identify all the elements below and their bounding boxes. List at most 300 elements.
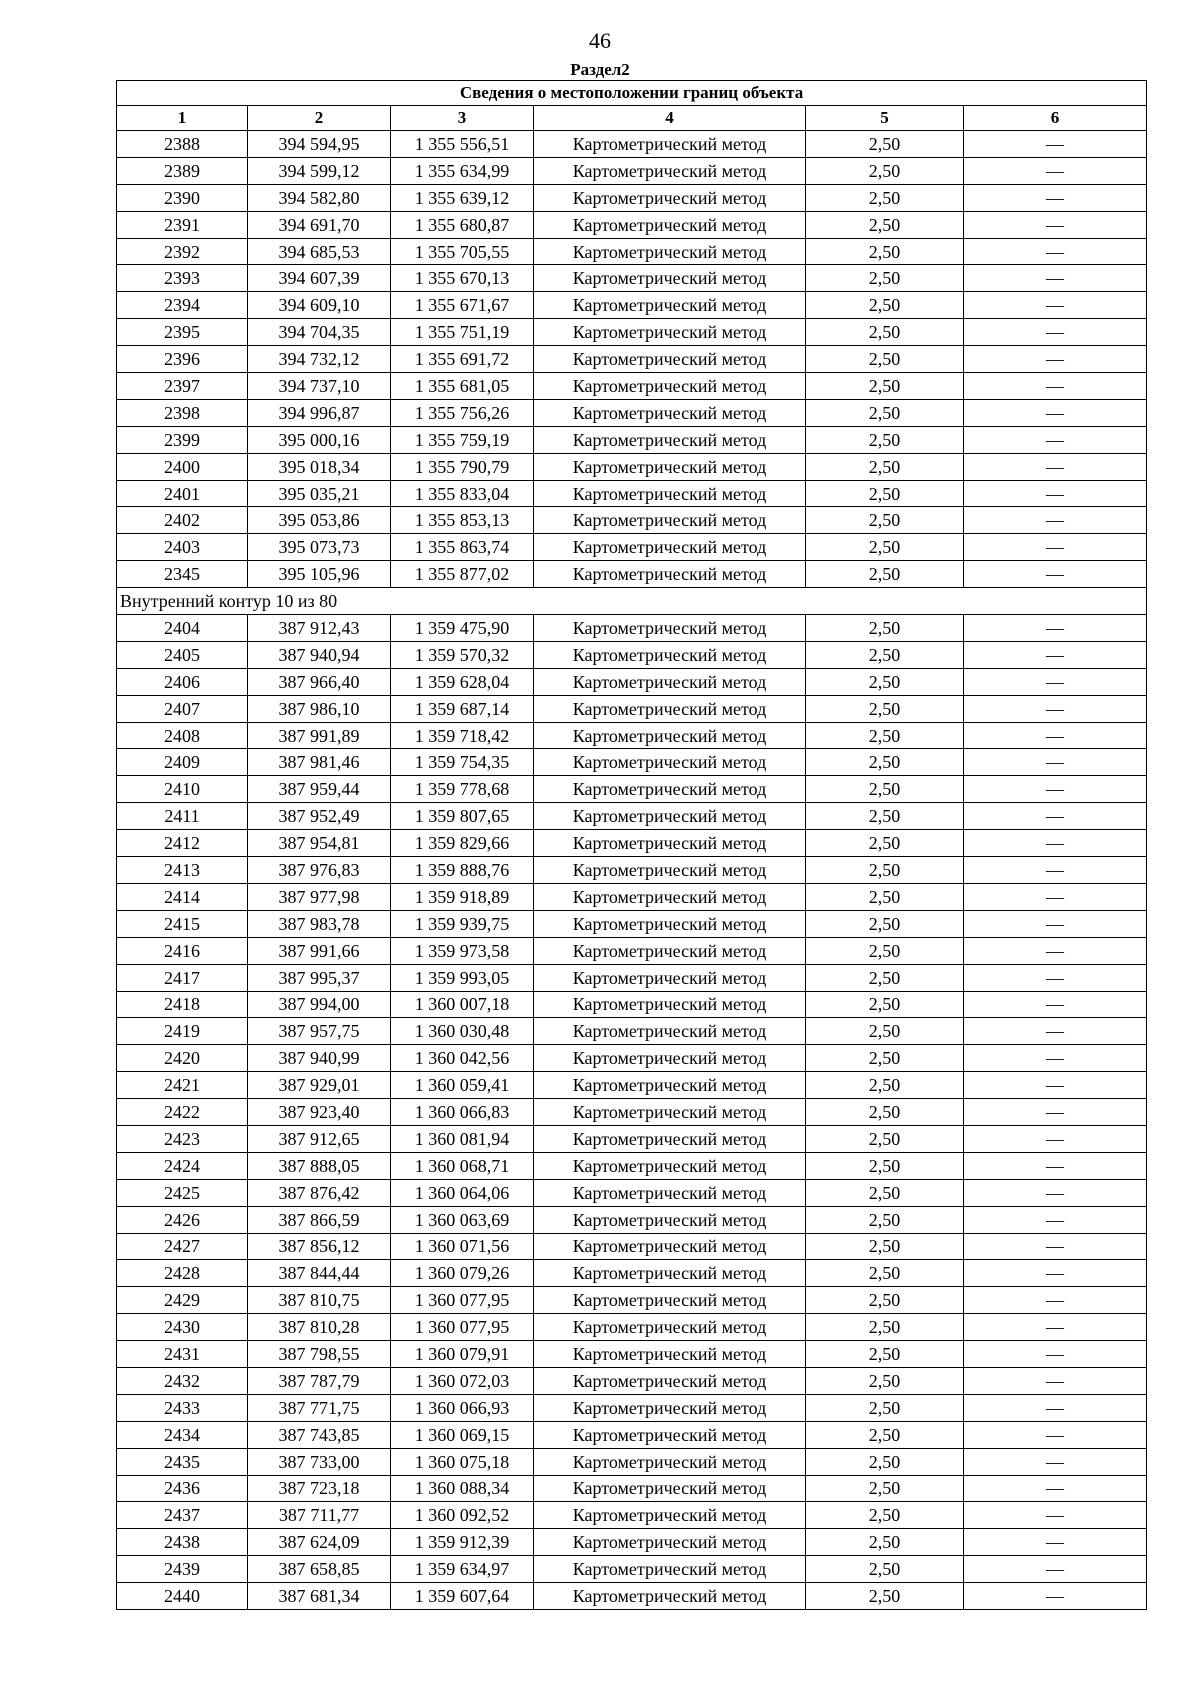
accuracy-cell: 2,50	[806, 776, 964, 803]
point-number-cell: 2427	[117, 1233, 248, 1260]
column-number-row	[117, 106, 1147, 131]
table-row	[117, 319, 1147, 346]
method-cell: Картометрический метод	[534, 1421, 806, 1448]
y-coordinate-cell: 1 355 853,13	[391, 507, 534, 534]
y-coordinate-cell: 1 360 077,95	[391, 1314, 534, 1341]
y-coordinate-cell: 1 360 042,56	[391, 1045, 534, 1072]
x-coordinate-cell: 387 940,99	[248, 1045, 391, 1072]
x-coordinate-cell: 387 787,79	[248, 1367, 391, 1394]
accuracy-cell: 2,50	[806, 803, 964, 830]
y-coordinate-cell: 1 359 918,89	[391, 883, 534, 910]
method-cell: Картометрический метод	[534, 1314, 806, 1341]
x-coordinate-cell: 387 771,75	[248, 1394, 391, 1421]
column-number: 4	[534, 106, 806, 131]
y-coordinate-cell: 1 355 691,72	[391, 346, 534, 373]
table-row	[117, 910, 1147, 937]
method-cell: Картометрический метод	[534, 211, 806, 238]
method-cell: Картометрический метод	[534, 1448, 806, 1475]
point-number-cell: 2409	[117, 749, 248, 776]
accuracy-cell: 2,50	[806, 507, 964, 534]
method-cell: Картометрический метод	[534, 1099, 806, 1126]
accuracy-cell: 2,50	[806, 453, 964, 480]
accuracy-cell: 2,50	[806, 668, 964, 695]
table-row	[117, 964, 1147, 991]
x-coordinate-cell: 387 929,01	[248, 1072, 391, 1099]
point-number-cell: 2396	[117, 346, 248, 373]
x-coordinate-cell: 387 711,77	[248, 1502, 391, 1529]
method-cell: Картометрический метод	[534, 157, 806, 184]
method-cell: Картометрический метод	[534, 1260, 806, 1287]
page-number: 46	[589, 28, 611, 53]
description-cell: —	[964, 426, 1147, 453]
point-number-cell: 2435	[117, 1448, 248, 1475]
x-coordinate-cell: 387 957,75	[248, 1018, 391, 1045]
method-cell: Картометрический метод	[534, 453, 806, 480]
table-row	[117, 857, 1147, 884]
table-row	[117, 453, 1147, 480]
table-row	[117, 1125, 1147, 1152]
accuracy-cell: 2,50	[806, 1045, 964, 1072]
accuracy-cell: 2,50	[806, 1502, 964, 1529]
description-cell: —	[964, 615, 1147, 642]
x-coordinate-cell: 387 991,66	[248, 937, 391, 964]
point-number-cell: 2403	[117, 534, 248, 561]
table-row	[117, 373, 1147, 400]
x-coordinate-cell: 387 976,83	[248, 857, 391, 884]
point-number-cell: 2393	[117, 265, 248, 292]
table-row	[117, 749, 1147, 776]
method-cell: Картометрический метод	[534, 1583, 806, 1610]
accuracy-cell: 2,50	[806, 131, 964, 158]
x-coordinate-cell: 387 844,44	[248, 1260, 391, 1287]
table-row	[117, 1206, 1147, 1233]
y-coordinate-cell: 1 359 570,32	[391, 641, 534, 668]
point-number-cell: 2422	[117, 1099, 248, 1126]
description-cell: —	[964, 695, 1147, 722]
y-coordinate-cell: 1 360 063,69	[391, 1206, 534, 1233]
table-row	[117, 1448, 1147, 1475]
point-number-cell: 2437	[117, 1502, 248, 1529]
point-number-cell: 2420	[117, 1045, 248, 1072]
column-number: 5	[806, 106, 964, 131]
y-coordinate-cell: 1 355 634,99	[391, 157, 534, 184]
method-cell: Картометрический метод	[534, 1287, 806, 1314]
accuracy-cell: 2,50	[806, 1125, 964, 1152]
method-cell: Картометрический метод	[534, 131, 806, 158]
y-coordinate-cell: 1 355 671,67	[391, 292, 534, 319]
column-number: 1	[117, 106, 248, 131]
y-coordinate-cell: 1 359 973,58	[391, 937, 534, 964]
method-cell: Картометрический метод	[534, 615, 806, 642]
table-row	[117, 1314, 1147, 1341]
description-cell: —	[964, 830, 1147, 857]
x-coordinate-cell: 387 723,18	[248, 1475, 391, 1502]
description-cell: —	[964, 480, 1147, 507]
point-number-cell: 2429	[117, 1287, 248, 1314]
table-row	[117, 265, 1147, 292]
point-number-cell: 2423	[117, 1125, 248, 1152]
x-coordinate-cell: 387 888,05	[248, 1152, 391, 1179]
y-coordinate-cell: 1 355 877,02	[391, 561, 534, 588]
point-number-cell: 2345	[117, 561, 248, 588]
description-cell: —	[964, 1233, 1147, 1260]
description-cell: —	[964, 1314, 1147, 1341]
method-cell: Картометрический метод	[534, 1529, 806, 1556]
description-cell: —	[964, 292, 1147, 319]
description-cell: —	[964, 1099, 1147, 1126]
y-coordinate-cell: 1 360 077,95	[391, 1287, 534, 1314]
point-number-cell: 2413	[117, 857, 248, 884]
y-coordinate-cell: 1 359 628,04	[391, 668, 534, 695]
x-coordinate-cell: 394 704,35	[248, 319, 391, 346]
x-coordinate-cell: 387 986,10	[248, 695, 391, 722]
y-coordinate-cell: 1 355 680,87	[391, 211, 534, 238]
description-cell: —	[964, 991, 1147, 1018]
y-coordinate-cell: 1 359 912,39	[391, 1529, 534, 1556]
description-cell: —	[964, 937, 1147, 964]
y-coordinate-cell: 1 355 863,74	[391, 534, 534, 561]
description-cell: —	[964, 1152, 1147, 1179]
table-row	[117, 803, 1147, 830]
point-number-cell: 2388	[117, 131, 248, 158]
x-coordinate-cell: 394 582,80	[248, 184, 391, 211]
point-number-cell: 2398	[117, 399, 248, 426]
point-number-cell: 2394	[117, 292, 248, 319]
method-cell: Картометрический метод	[534, 399, 806, 426]
y-coordinate-cell: 1 355 759,19	[391, 426, 534, 453]
point-number-cell: 2397	[117, 373, 248, 400]
y-coordinate-cell: 1 359 634,97	[391, 1556, 534, 1583]
method-cell: Картометрический метод	[534, 749, 806, 776]
accuracy-cell: 2,50	[806, 937, 964, 964]
table-row	[117, 1556, 1147, 1583]
table-row	[117, 1502, 1147, 1529]
section-title: Раздел2	[570, 60, 630, 79]
table-row	[117, 1179, 1147, 1206]
x-coordinate-cell: 387 743,85	[248, 1421, 391, 1448]
table-row	[117, 1367, 1147, 1394]
x-coordinate-cell: 387 912,43	[248, 615, 391, 642]
column-number: 2	[248, 106, 391, 131]
method-cell: Картометрический метод	[534, 1394, 806, 1421]
x-coordinate-cell: 394 685,53	[248, 238, 391, 265]
y-coordinate-cell: 1 359 829,66	[391, 830, 534, 857]
description-cell: —	[964, 1206, 1147, 1233]
description-cell: —	[964, 883, 1147, 910]
point-number-cell: 2439	[117, 1556, 248, 1583]
description-cell: —	[964, 238, 1147, 265]
description-cell: —	[964, 1583, 1147, 1610]
description-cell: —	[964, 776, 1147, 803]
accuracy-cell: 2,50	[806, 319, 964, 346]
y-coordinate-cell: 1 360 030,48	[391, 1018, 534, 1045]
table-row	[117, 883, 1147, 910]
accuracy-cell: 2,50	[806, 426, 964, 453]
description-cell: —	[964, 184, 1147, 211]
description-cell: —	[964, 453, 1147, 480]
x-coordinate-cell: 387 912,65	[248, 1125, 391, 1152]
accuracy-cell: 2,50	[806, 830, 964, 857]
y-coordinate-cell: 1 360 071,56	[391, 1233, 534, 1260]
description-cell: —	[964, 857, 1147, 884]
description-cell: —	[964, 1502, 1147, 1529]
table-row	[117, 830, 1147, 857]
method-cell: Картометрический метод	[534, 346, 806, 373]
table-row	[117, 695, 1147, 722]
point-number-cell: 2395	[117, 319, 248, 346]
accuracy-cell: 2,50	[806, 1448, 964, 1475]
accuracy-cell: 2,50	[806, 615, 964, 642]
description-cell: —	[964, 1287, 1147, 1314]
point-number-cell: 2391	[117, 211, 248, 238]
accuracy-cell: 2,50	[806, 265, 964, 292]
description-cell: —	[964, 346, 1147, 373]
y-coordinate-cell: 1 355 681,05	[391, 373, 534, 400]
accuracy-cell: 2,50	[806, 1179, 964, 1206]
x-coordinate-cell: 395 053,86	[248, 507, 391, 534]
point-number-cell: 2416	[117, 937, 248, 964]
method-cell: Картометрический метод	[534, 803, 806, 830]
table-row	[117, 1583, 1147, 1610]
description-cell: —	[964, 373, 1147, 400]
point-number-cell: 2432	[117, 1367, 248, 1394]
method-cell: Картометрический метод	[534, 937, 806, 964]
accuracy-cell: 2,50	[806, 184, 964, 211]
method-cell: Картометрический метод	[534, 722, 806, 749]
method-cell: Картометрический метод	[534, 857, 806, 884]
y-coordinate-cell: 1 360 079,91	[391, 1341, 534, 1368]
y-coordinate-cell: 1 355 705,55	[391, 238, 534, 265]
accuracy-cell: 2,50	[806, 857, 964, 884]
point-number-cell: 2402	[117, 507, 248, 534]
method-cell: Картометрический метод	[534, 1125, 806, 1152]
point-number-cell: 2405	[117, 641, 248, 668]
accuracy-cell: 2,50	[806, 722, 964, 749]
x-coordinate-cell: 387 798,55	[248, 1341, 391, 1368]
y-coordinate-cell: 1 360 007,18	[391, 991, 534, 1018]
y-coordinate-cell: 1 359 754,35	[391, 749, 534, 776]
description-cell: —	[964, 1018, 1147, 1045]
table-row	[117, 131, 1147, 158]
description-cell: —	[964, 561, 1147, 588]
y-coordinate-cell: 1 360 072,03	[391, 1367, 534, 1394]
column-number: 3	[391, 106, 534, 131]
description-cell: —	[964, 319, 1147, 346]
point-number-cell: 2412	[117, 830, 248, 857]
column-number: 6	[964, 106, 1147, 131]
description-cell: —	[964, 1529, 1147, 1556]
method-cell: Картометрический метод	[534, 292, 806, 319]
point-number-cell: 2400	[117, 453, 248, 480]
description-cell: —	[964, 157, 1147, 184]
table-row	[117, 534, 1147, 561]
table-row	[117, 1045, 1147, 1072]
y-coordinate-cell: 1 359 888,76	[391, 857, 534, 884]
table-row	[117, 1152, 1147, 1179]
contour-label: Внутренний контур 10 из 80	[117, 588, 1147, 615]
table-row	[117, 1233, 1147, 1260]
accuracy-cell: 2,50	[806, 1421, 964, 1448]
method-cell: Картометрический метод	[534, 534, 806, 561]
x-coordinate-cell: 394 732,12	[248, 346, 391, 373]
accuracy-cell: 2,50	[806, 991, 964, 1018]
table-row	[117, 937, 1147, 964]
description-cell: —	[964, 399, 1147, 426]
point-number-cell: 2424	[117, 1152, 248, 1179]
table-row	[117, 1394, 1147, 1421]
description-cell: —	[964, 1556, 1147, 1583]
y-coordinate-cell: 1 359 939,75	[391, 910, 534, 937]
table-row	[117, 426, 1147, 453]
x-coordinate-cell: 387 981,46	[248, 749, 391, 776]
point-number-cell: 2417	[117, 964, 248, 991]
table-row	[117, 776, 1147, 803]
x-coordinate-cell: 387 658,85	[248, 1556, 391, 1583]
method-cell: Картометрический метод	[534, 1045, 806, 1072]
x-coordinate-cell: 387 991,89	[248, 722, 391, 749]
x-coordinate-cell: 394 691,70	[248, 211, 391, 238]
accuracy-cell: 2,50	[806, 1233, 964, 1260]
x-coordinate-cell: 387 681,34	[248, 1583, 391, 1610]
accuracy-cell: 2,50	[806, 238, 964, 265]
method-cell: Картометрический метод	[534, 964, 806, 991]
point-number-cell: 2438	[117, 1529, 248, 1556]
x-coordinate-cell: 395 073,73	[248, 534, 391, 561]
x-coordinate-cell: 387 876,42	[248, 1179, 391, 1206]
accuracy-cell: 2,50	[806, 211, 964, 238]
accuracy-cell: 2,50	[806, 373, 964, 400]
y-coordinate-cell: 1 360 059,41	[391, 1072, 534, 1099]
method-cell: Картометрический метод	[534, 426, 806, 453]
table-row	[117, 561, 1147, 588]
boundary-coordinates-table	[116, 80, 1147, 1610]
x-coordinate-cell: 387 940,94	[248, 641, 391, 668]
method-cell: Картометрический метод	[534, 184, 806, 211]
method-cell: Картометрический метод	[534, 668, 806, 695]
method-cell: Картометрический метод	[534, 1502, 806, 1529]
description-cell: —	[964, 964, 1147, 991]
y-coordinate-cell: 1 359 687,14	[391, 695, 534, 722]
accuracy-cell: 2,50	[806, 399, 964, 426]
point-number-cell: 2392	[117, 238, 248, 265]
accuracy-cell: 2,50	[806, 964, 964, 991]
method-cell: Картометрический метод	[534, 1233, 806, 1260]
y-coordinate-cell: 1 355 751,19	[391, 319, 534, 346]
description-cell: —	[964, 1260, 1147, 1287]
accuracy-cell: 2,50	[806, 1152, 964, 1179]
accuracy-cell: 2,50	[806, 1583, 964, 1610]
table-body	[117, 131, 1147, 1610]
table-row	[117, 238, 1147, 265]
method-cell: Картометрический метод	[534, 507, 806, 534]
y-coordinate-cell: 1 360 092,52	[391, 1502, 534, 1529]
method-cell: Картометрический метод	[534, 319, 806, 346]
table-row	[117, 1099, 1147, 1126]
y-coordinate-cell: 1 360 081,94	[391, 1125, 534, 1152]
accuracy-cell: 2,50	[806, 695, 964, 722]
x-coordinate-cell: 394 594,95	[248, 131, 391, 158]
description-cell: —	[964, 722, 1147, 749]
x-coordinate-cell: 387 810,75	[248, 1287, 391, 1314]
point-number-cell: 2419	[117, 1018, 248, 1045]
x-coordinate-cell: 387 923,40	[248, 1099, 391, 1126]
method-cell: Картометрический метод	[534, 1367, 806, 1394]
table-row	[117, 211, 1147, 238]
y-coordinate-cell: 1 359 807,65	[391, 803, 534, 830]
accuracy-cell: 2,50	[806, 1556, 964, 1583]
y-coordinate-cell: 1 355 639,12	[391, 184, 534, 211]
point-number-cell: 2389	[117, 157, 248, 184]
accuracy-cell: 2,50	[806, 480, 964, 507]
x-coordinate-cell: 387 966,40	[248, 668, 391, 695]
point-number-cell: 2406	[117, 668, 248, 695]
y-coordinate-cell: 1 360 069,15	[391, 1421, 534, 1448]
accuracy-cell: 2,50	[806, 292, 964, 319]
x-coordinate-cell: 394 737,10	[248, 373, 391, 400]
accuracy-cell: 2,50	[806, 1206, 964, 1233]
x-coordinate-cell: 387 866,59	[248, 1206, 391, 1233]
x-coordinate-cell: 387 995,37	[248, 964, 391, 991]
y-coordinate-cell: 1 355 556,51	[391, 131, 534, 158]
point-number-cell: 2426	[117, 1206, 248, 1233]
method-cell: Картометрический метод	[534, 910, 806, 937]
description-cell: —	[964, 1475, 1147, 1502]
method-cell: Картометрический метод	[534, 1179, 806, 1206]
point-number-cell: 2434	[117, 1421, 248, 1448]
table-row	[117, 1260, 1147, 1287]
accuracy-cell: 2,50	[806, 1341, 964, 1368]
description-cell: —	[964, 641, 1147, 668]
accuracy-cell: 2,50	[806, 157, 964, 184]
accuracy-cell: 2,50	[806, 1475, 964, 1502]
method-cell: Картометрический метод	[534, 1072, 806, 1099]
x-coordinate-cell: 394 599,12	[248, 157, 391, 184]
description-cell: —	[964, 534, 1147, 561]
x-coordinate-cell: 395 035,21	[248, 480, 391, 507]
method-cell: Картометрический метод	[534, 830, 806, 857]
point-number-cell: 2431	[117, 1341, 248, 1368]
contour-header-row	[117, 588, 1147, 615]
accuracy-cell: 2,50	[806, 910, 964, 937]
point-number-cell: 2433	[117, 1394, 248, 1421]
description-cell: —	[964, 131, 1147, 158]
description-cell: —	[964, 1394, 1147, 1421]
method-cell: Картометрический метод	[534, 1341, 806, 1368]
accuracy-cell: 2,50	[806, 749, 964, 776]
table-row	[117, 157, 1147, 184]
point-number-cell: 2436	[117, 1475, 248, 1502]
method-cell: Картометрический метод	[534, 1018, 806, 1045]
point-number-cell: 2421	[117, 1072, 248, 1099]
method-cell: Картометрический метод	[534, 991, 806, 1018]
table-row	[117, 1475, 1147, 1502]
x-coordinate-cell: 395 000,16	[248, 426, 391, 453]
table-row	[117, 1018, 1147, 1045]
x-coordinate-cell: 387 994,00	[248, 991, 391, 1018]
method-cell: Картометрический метод	[534, 480, 806, 507]
point-number-cell: 2430	[117, 1314, 248, 1341]
method-cell: Картометрический метод	[534, 265, 806, 292]
y-coordinate-cell: 1 360 079,26	[391, 1260, 534, 1287]
x-coordinate-cell: 387 959,44	[248, 776, 391, 803]
point-number-cell: 2407	[117, 695, 248, 722]
accuracy-cell: 2,50	[806, 1314, 964, 1341]
table-caption: Сведения о местоположении границ объекта	[117, 81, 1147, 106]
method-cell: Картометрический метод	[534, 695, 806, 722]
method-cell: Картометрический метод	[534, 561, 806, 588]
description-cell: —	[964, 668, 1147, 695]
point-number-cell: 2440	[117, 1583, 248, 1610]
